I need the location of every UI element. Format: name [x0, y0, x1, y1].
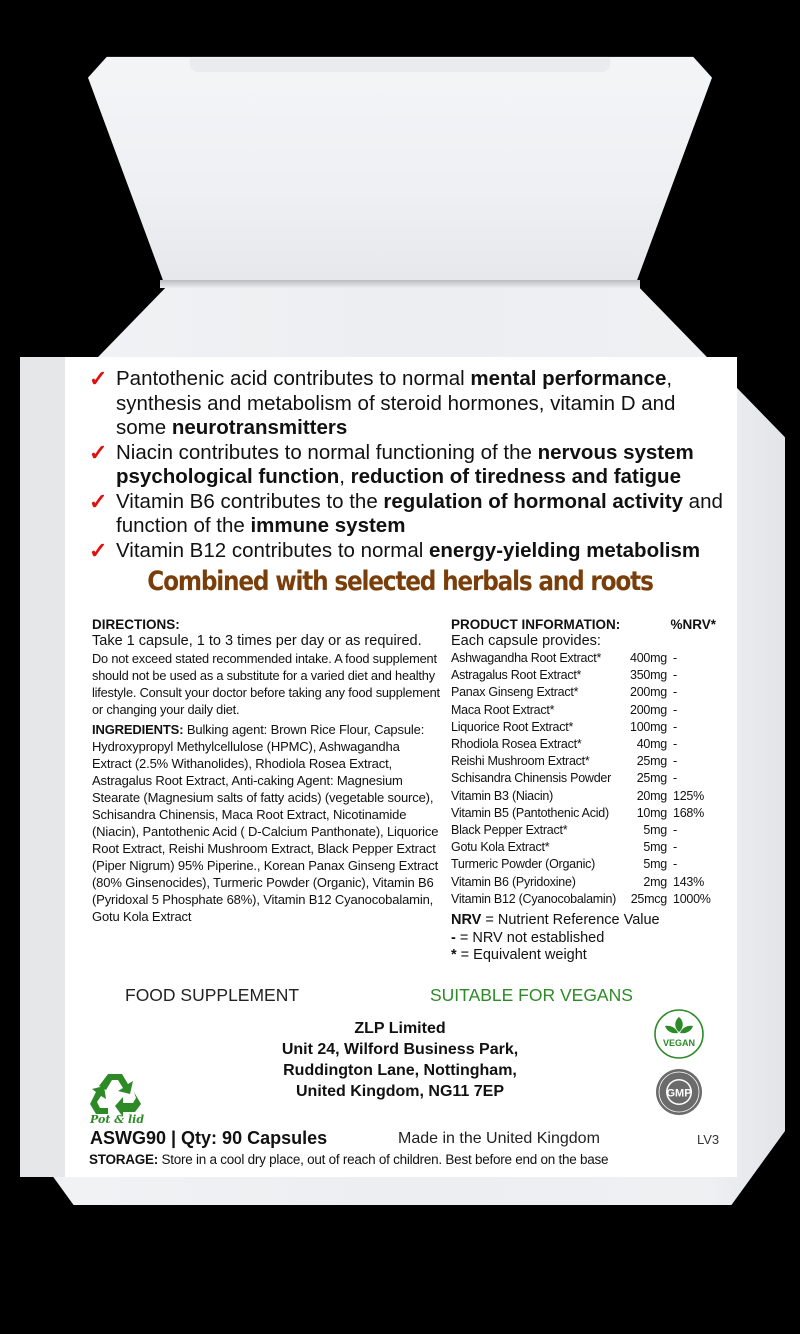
- legend-item: NRV = Nutrient Reference Value: [451, 912, 660, 929]
- nutrient-amount: 200mg: [630, 685, 667, 700]
- nutrient-row: [451, 891, 716, 908]
- ingredients-text: Bulking agent: Brown Rice Flour, Capsule: Hydroxypropyl Methylcellulose (HPMC), Ashwagandha Extract (2.5% Withanolides), Rhodiola Rosea Extract, Astragalus Root Extract, Anti-caking Agent: Magnesium Stearate (Magnesium salts of fatty acids) (vegetable source), Schisandra Chinensis, Maca Root Extract, Nicotinamide (Niacin), Pantothenic Acid ( D-Calcium Panthonate), Liquorice Root Extract, Reishi Mushroom Extract, Black Pepper Extract (Piper Nigrum) 95% Piperine., Korean Panax Ginseng Extract (80% Ginsenocides), Turmeric Powder (Organic), Vitamin B6 (Pyridoxal 5 Phosphate 68%), Vitamin B12 Cyanocobalamin, Gotu Kola Extract: [92, 722, 439, 925]
- directions-warning: Do not exceed stated recommended intake. A food supplement should not be used as a substitute for a varied diet and healthy lifestyle. Consult your doctor before taking any food supplement or changing your daily diet.: [92, 651, 440, 718]
- nutrient-row: [451, 650, 716, 667]
- benefit-text: Vitamin B6 contributes to the regulation of hormonal activity and function of the immune system: [116, 489, 723, 537]
- nrv-legend: [451, 912, 716, 965]
- checkmark-icon: ✓: [89, 537, 108, 563]
- nutrient-amount: 100mg: [630, 719, 667, 734]
- nutrient-amount: 20mg: [636, 788, 667, 803]
- recycle-caption: Pot & lid: [90, 1113, 145, 1126]
- nutrient-name: Maca Root Extract*: [451, 702, 555, 717]
- cap-shadow: [160, 280, 640, 288]
- nutrient-amount: 5mg: [643, 823, 667, 838]
- nutrient-nrv: -: [673, 719, 677, 734]
- nutrient-name: Reishi Mushroom Extract*: [451, 754, 590, 769]
- nutrient-row: [451, 753, 716, 770]
- nutrient-row: [451, 736, 716, 753]
- sku-quantity: ASWG90 | Qty: 90 Capsules: [90, 1128, 328, 1148]
- nutrient-amount: 5mg: [643, 840, 667, 855]
- product-info-title: PRODUCT INFORMATION:: [451, 617, 621, 632]
- benefit-item: [89, 490, 729, 539]
- made-in: Made in the United Kingdom: [398, 1130, 600, 1147]
- nutrient-nrv: -: [673, 651, 677, 665]
- nutrient-name: Vitamin B5 (Pantothenic Acid): [451, 805, 609, 820]
- nutrient-amount: 25mg: [636, 771, 667, 786]
- nutrient-amount: 350mg: [630, 668, 667, 683]
- checkmark-icon: ✓: [89, 366, 108, 391]
- nutrient-row: [451, 822, 716, 839]
- nutrient-nrv: -: [673, 840, 677, 855]
- nutrient-row: [451, 805, 716, 822]
- product-information: [451, 617, 716, 965]
- nutrient-name: Panax Ginseng Extract*: [451, 685, 579, 700]
- benefit-item: [89, 367, 729, 441]
- label-version: LV3: [697, 1132, 720, 1147]
- checkmark-icon: ✓: [89, 488, 108, 514]
- nutrient-name: Vitamin B12 (Cyanocobalamin): [451, 891, 617, 906]
- cap-rim: [190, 58, 610, 72]
- product-info-header: [451, 617, 716, 633]
- nutrient-nrv: 1000%: [673, 891, 711, 906]
- nutrient-nrv: -: [673, 771, 677, 786]
- product-info-subtitle: Each capsule provides:: [451, 633, 601, 649]
- legend-item: - = NRV not established: [451, 929, 605, 946]
- nutrient-name: Gotu Kola Extract*: [451, 840, 550, 855]
- nutrient-nrv: -: [673, 702, 677, 717]
- ingredients-label: INGREDIENTS:: [92, 722, 184, 738]
- headline: Combined with selected herbals and roots: [147, 566, 653, 597]
- nutrient-name: Vitamin B6 (Pyridoxine): [451, 874, 576, 889]
- address-line: Unit 24, Wilford Business Park,: [281, 1041, 519, 1058]
- label-edge-shadow: [20, 357, 65, 1177]
- nutrient-amount: 40mg: [636, 737, 667, 752]
- nutrient-row: [451, 856, 716, 873]
- manufacturer-address: [230, 1018, 570, 1102]
- nutrient-nrv: -: [673, 737, 677, 752]
- nutrient-amount: 10mg: [636, 805, 667, 820]
- gmp-badge-icon: [655, 1068, 703, 1116]
- food-supplement-label: FOOD SUPPLEMENT: [125, 985, 300, 1005]
- nutrient-amount: 400mg: [630, 651, 667, 665]
- nutrient-nrv: -: [673, 668, 677, 683]
- nutrient-row: [451, 770, 716, 787]
- nutrient-nrv: -: [673, 685, 677, 700]
- nrv-header: %NRV*: [670, 617, 716, 632]
- nutrient-name: Turmeric Powder (Organic): [451, 857, 596, 872]
- svg-text:GMP: GMP: [666, 1087, 692, 1100]
- nutrient-amount: 25mg: [636, 754, 667, 769]
- nutrient-name: Liquorice Root Extract*: [451, 719, 574, 734]
- suitable-vegans-label: SUITABLE FOR VEGANS: [430, 985, 633, 1005]
- nutrient-table: [451, 650, 716, 908]
- nutrient-row: [451, 839, 716, 856]
- nutrient-nrv: 168%: [673, 805, 704, 820]
- nutrient-name: Schisandra Chinensis Powder: [451, 771, 612, 786]
- storage-instructions: STORAGE: Store in a cool dry place, out of reach of children. Best before end on the base: [89, 1152, 609, 1167]
- nutrient-amount: 25mcg: [630, 891, 667, 906]
- address-line: United Kingdom, NG11 7EP: [295, 1083, 505, 1100]
- nutrient-row: [451, 788, 716, 805]
- nutrient-row: [451, 702, 716, 719]
- benefit-text: Pantothenic acid contributes to normal mental performance, synthesis and metabolism of steroid hormones, vitamin D and some neurotransmitters: [116, 367, 676, 439]
- ingredients: [92, 721, 442, 925]
- nutrient-nrv: -: [673, 857, 677, 872]
- address-line: Ruddington Lane, Nottingham,: [283, 1062, 517, 1079]
- benefit-text: Niacin contributes to normal functioning of the nervous system psychological function, reduction of tiredness and fatigue: [116, 440, 694, 488]
- nutrient-name: Rhodiola Rosea Extract*: [451, 737, 582, 752]
- bottle-cap: [88, 50, 712, 280]
- recycle-icon: [88, 1072, 142, 1118]
- legend-item: * = Equivalent weight: [451, 947, 587, 964]
- nutrient-name: Astragalus Root Extract*: [451, 668, 582, 683]
- nutrient-amount: 2mg: [643, 874, 667, 889]
- nutrient-nrv: 143%: [673, 874, 704, 889]
- nutrient-row: [451, 874, 716, 891]
- directions-dosage: Take 1 capsule, 1 to 3 times per day or as required.: [92, 633, 422, 650]
- address-line: ZLP Limited: [354, 1020, 446, 1037]
- benefit-text: Vitamin B12 contributes to normal energy-yielding metabolism: [116, 538, 701, 562]
- nutrient-name: Ashwagandha Root Extract*: [451, 651, 602, 665]
- directions-title: DIRECTIONS:: [92, 617, 180, 632]
- nutrient-row: [451, 684, 716, 701]
- benefits-list: [89, 367, 729, 563]
- nutrient-amount: 5mg: [643, 857, 667, 872]
- benefit-item: [89, 539, 729, 564]
- nutrient-name: Vitamin B3 (Niacin): [451, 788, 554, 803]
- nutrient-amount: 200mg: [630, 702, 667, 717]
- nutrient-nrv: 125%: [673, 788, 704, 803]
- nutrient-row: [451, 719, 716, 736]
- nutrient-name: Black Pepper Extract*: [451, 823, 568, 838]
- benefit-item: [89, 441, 729, 490]
- vegan-badge-icon: [653, 1008, 705, 1060]
- nutrient-nrv: -: [673, 823, 677, 838]
- directions-section: [92, 617, 442, 925]
- checkmark-icon: ✓: [89, 439, 108, 465]
- nutrient-nrv: -: [673, 754, 677, 769]
- nutrient-row: [451, 667, 716, 684]
- svg-text:VEGAN: VEGAN: [662, 1038, 696, 1048]
